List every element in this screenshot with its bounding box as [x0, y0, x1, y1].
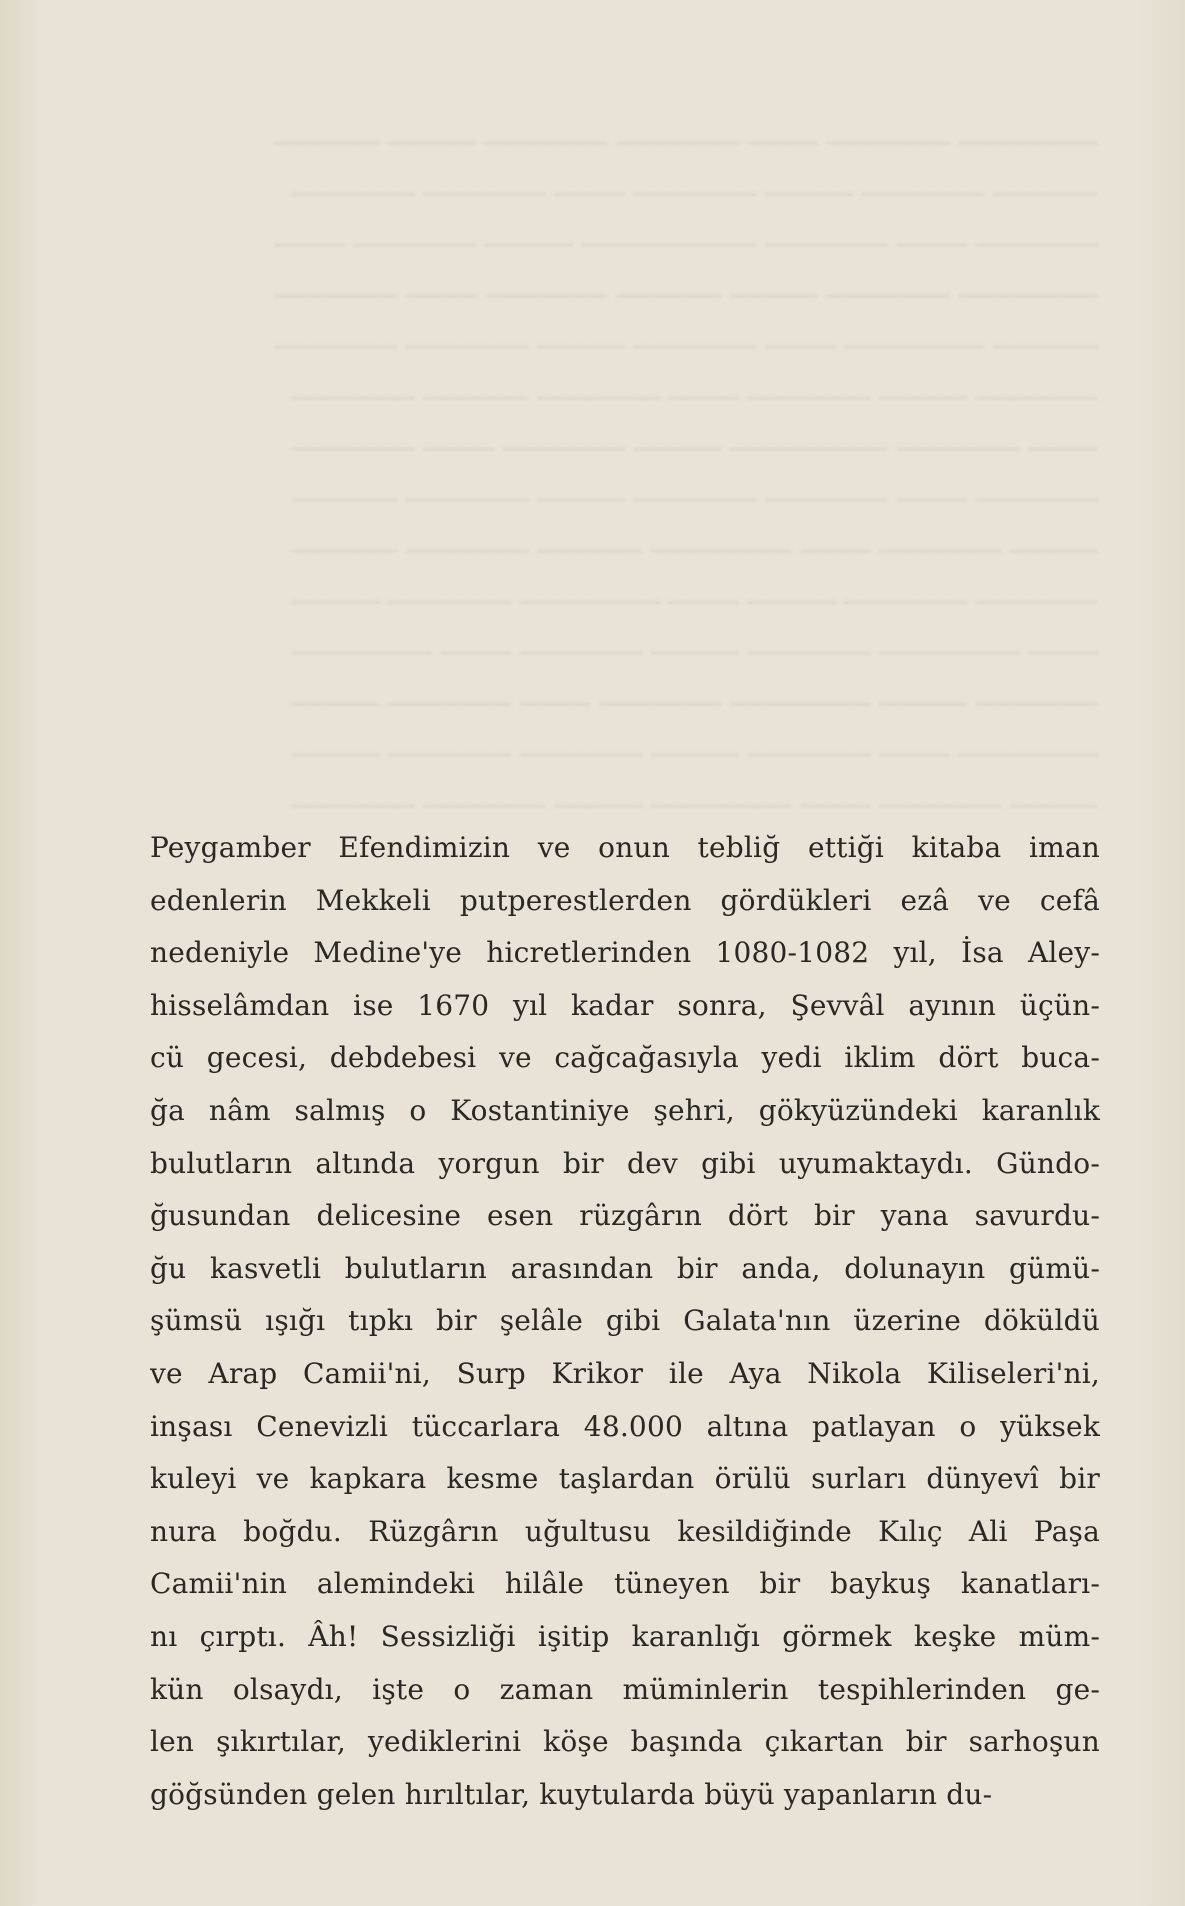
bleed-line: ─────── ──── ─────── ─────── ───── ─────── ──────	[291, 483, 1098, 517]
bleed-through-text	[148, 118, 1098, 832]
text-line: nura boğdu. Rüzgârın uğultusu kesildiğinde Kılıç Ali Paşa	[150, 1514, 1100, 1548]
text-line: Peygamber Efendimizin ve onun tebliğ ettiği kitaba iman	[150, 831, 1100, 864]
text-line: nı çırptı. Âh! Sessizliği işitip karanlığı görmek keşke müm-	[150, 1619, 1100, 1653]
bleed-line: ──────── ──── ─────── ───── ─────── ─────── ─────	[291, 738, 1098, 772]
text-line: Camii'nin alemindeki hilâle tüneyen bir baykuş kanatları-	[150, 1567, 1100, 1601]
bleed-line: ──── ─────── ───────── ───── ─────── ──── ───────	[291, 432, 1098, 466]
text-line: ğusundan delicesine esen rüzgârın dört bir yana savurdu-	[150, 1199, 1100, 1233]
bleed-line: ───── ─────── ──── ──────── ───── ─────── ───────	[291, 789, 1098, 823]
bleed-line: ────── ─────── ───── ─────── ──── ─────── ───────	[291, 177, 1098, 211]
text-line: inşası Cenevizli tüccarlara 48.000 altına patlayan o yüksek	[150, 1409, 1100, 1443]
bleed-line: ─────── ───── ─────── ──── ─────── ────── ───────	[291, 381, 1098, 415]
bleed-line: ──────── ─────── ───── ────── ─────── ──── ───────	[274, 279, 1098, 313]
bleed-line: ──── ──────── ─────── ───── ─────── ──── ────────	[291, 636, 1098, 670]
bleed-line: ─────── ─────── ───── ──── ──────── ─────── ─────	[291, 585, 1098, 619]
text-line: ğa nâm salmış o Kostantiniye şehri, gökyüzündeki karanlık	[150, 1093, 1100, 1127]
text-line: kuleyi ve kapkara kesme taşlardan örülü surları dünyevî bir	[150, 1462, 1100, 1496]
text-line: cü gecesi, debdebesi ve cağcağasıyla yedi iklim dört buca-	[150, 1041, 1100, 1075]
text-line: göğsünden gelen hırıltılar, kuytularda büyü yapanların du-	[150, 1777, 993, 1811]
body-paragraph	[150, 822, 1100, 1821]
text-line: len şıkırtılar, yediklerini köşe başında çıkartan bir sarhoşun	[150, 1725, 1100, 1759]
text-line: nedeniyle Medine'ye hicretlerinden 1080-1082 yıl, İsa Aley-	[150, 936, 1100, 970]
text-line: hisselâmdan ise 1670 yıl kadar sonra, Şevvâl ayının üçün-	[150, 988, 1100, 1022]
bleed-line: ───── ─────── ──── ──────── ────── ─────── ──────	[291, 534, 1098, 568]
bleed-line: ─────── ───── ──────── ─────── ──── ─────── ─────	[291, 687, 1098, 721]
bleed-line: ────── ──────── ──── ─────── ───── ─────── ───────	[274, 330, 1098, 364]
bleed-line: ──────── ─────── ──── ─────── ─────── ───── ──────	[274, 126, 1098, 160]
text-line: şümsü ışığı tıpkı bir şelâle gibi Galata'nın üzerine döküldü	[150, 1304, 1100, 1338]
text-line: ğu kasvetli bulutların arasından bir anda, dolunayın gümü-	[150, 1251, 1100, 1285]
bleed-line: ─────── ──── ─────── ────────── ───── ─────── ────	[274, 228, 1098, 262]
text-line: ve Arap Camii'ni, Surp Krikor ile Aya Nikola Kiliseleri'ni,	[150, 1356, 1100, 1390]
text-line: bulutların altında yorgun bir dev gibi uyumaktaydı. Gündo-	[150, 1146, 1100, 1180]
text-line: edenlerin Mekkeli putperestlerden gördükleri ezâ ve cefâ	[150, 883, 1100, 917]
text-line: kün olsaydı, işte o zaman müminlerin tespihlerinden ge-	[150, 1672, 1100, 1706]
